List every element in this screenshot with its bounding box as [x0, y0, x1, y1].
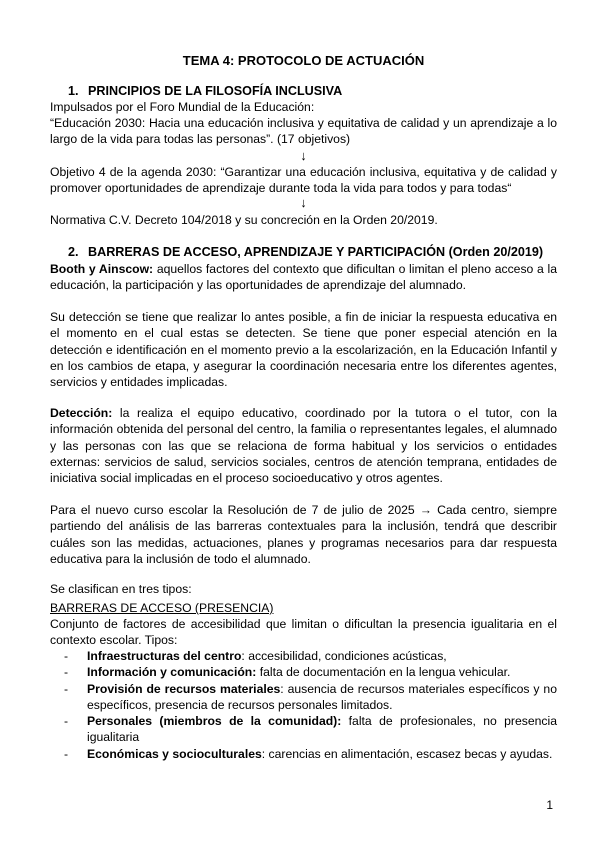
section-2-number: 2.: [68, 245, 79, 259]
page-number: 1: [546, 798, 553, 812]
page-title: TEMA 4: PROTOCOLO DE ACTUACIÓN: [182, 53, 425, 68]
section-1-intro: Impulsados por el Foro Mundial de la Educación:: [50, 100, 315, 114]
detection-text: la realiza el equipo educativo, coordinado por la tutora o el tutor, con la información obtenida del personal del centro, la familia o representantes legales, el alumnado y las personas con las que se relaciona de forma habitual y los servicios o entidades externas: servicios de salud, servicios sociales, centros de atención temprana, entidades de iniciativa social implicadas en el proceso socioeducativo y otros agentes.: [50, 406, 557, 486]
down-arrow-icon: ↓: [300, 195, 307, 210]
list-item-label: Económicas y socioculturales: [87, 746, 262, 761]
list-item: - Información y comunicación: falta de documentación en la lengua vehicular.: [64, 665, 511, 680]
booth-ainscow-paragraph: [50, 261, 557, 294]
detection-paragraph: [50, 405, 557, 486]
section-1-normativa: Normativa C.V. Decreto 104/2018 y su concreción en la Orden 20/2019.: [50, 213, 438, 227]
section-1-title: PRINCIPIOS DE LA FILOSOFÍA INCLUSIVA: [88, 84, 343, 98]
list-item-label: Provisión de recursos materiales: [87, 681, 281, 696]
section-1-number: 1.: [68, 84, 79, 98]
down-arrow-icon: ↓: [300, 148, 307, 163]
list-item: - Personales (miembros de la comunidad): falta de profesionales, no presencia igualitaria: [64, 714, 557, 745]
list-item-text: falta de profesionales, no presencia igualitaria: [87, 714, 557, 745]
list-item-text: falta de documentación en la lengua vehicular.: [256, 665, 511, 680]
access-barriers-list: [50, 648, 557, 762]
list-item: - Provisión de recursos materiales: ausencia de recursos materiales específicos y no específicos, presencia de recursos personales limitados.: [64, 681, 557, 712]
list-item-text: : accesibilidad, condiciones acústicas,: [241, 649, 447, 663]
section-2-heading: [68, 244, 557, 260]
new-course-paragraph: Para el nuevo curso escolar la Resolución de 7 de julio de 2025 → Cada centro, siempre partiendo del análisis de las barreras contextuales para la inclusión, tendrá que describir cuáles son las medidas, actuaciones, planes y programas necesarios para dar respuesta educativa para la inclusión de todo el alumnado.: [50, 503, 557, 566]
section-1-heading: [68, 83, 575, 99]
early-detection-paragraph: Su detección se tiene que realizar lo antes posible, a fin de iniciar la respuesta educativa en el momento en el cual estas se detecten. Se tiene que poner especial atención en la detección e identificación en el momento previo a la escolarización, en la Educación Infantil y en los cambios de etapa, y asegurar la coordinación necesaria entre los diferentes agentes, servicios y entidades implicadas.: [50, 310, 557, 390]
section-1-objective: Objetivo 4 de la agenda 2030: “Garantizar una educación inclusiva, equitativa y de calidad y promover oportunidades de aprendizaje durante toda la vida para todos y para todas“: [50, 165, 557, 196]
access-barriers-definition: Conjunto de factores de accesibilidad que limitan o dificultan la presencia igualitaria en el contexto escolar. Tipos:: [50, 617, 557, 648]
booth-ainscow-label: Booth y Ainscow:: [50, 262, 154, 276]
access-barriers-heading: BARRERAS DE ACCESO (PRESENCIA): [50, 601, 274, 615]
booth-ainscow-text: aquellos factores del contexto que dificultan o limitan el pleno acceso a la educación, la participación y las oportunidades de aprendizaje del alumnado.: [50, 262, 557, 293]
list-item-text: : carencias en alimentación, escasez becas y ayudas.: [261, 746, 553, 761]
list-item-label: Información y comunicación:: [87, 665, 257, 680]
list-item-label: Personales (miembros de la comunidad):: [87, 714, 342, 729]
section-1-quote: “Educación 2030: Hacia una educación inclusiva y equitativa de calidad y un aprendizaje a lo largo de la vida para todas las personas”. (17 objetivos): [50, 116, 557, 147]
list-item-label: Infraestructuras del centro: [87, 649, 242, 663]
list-item: - Económicas y socioculturales: carencias en alimentación, escasez becas y ayudas.: [64, 746, 553, 761]
detection-label: Detección:: [50, 406, 113, 420]
list-item: - Infraestructuras del centro: accesibilidad, condiciones acústicas,: [64, 649, 447, 663]
list-item-text: : ausencia de recursos materiales específicos y no específicos, presencia de recursos personales limitados.: [87, 681, 557, 712]
section-2-title: BARRERAS DE ACCESO, APRENDIZAJE Y PARTICIPACIÓN (Orden 20/2019): [88, 245, 544, 259]
classification-intro: Se clasifican en tres tipos:: [50, 582, 192, 596]
